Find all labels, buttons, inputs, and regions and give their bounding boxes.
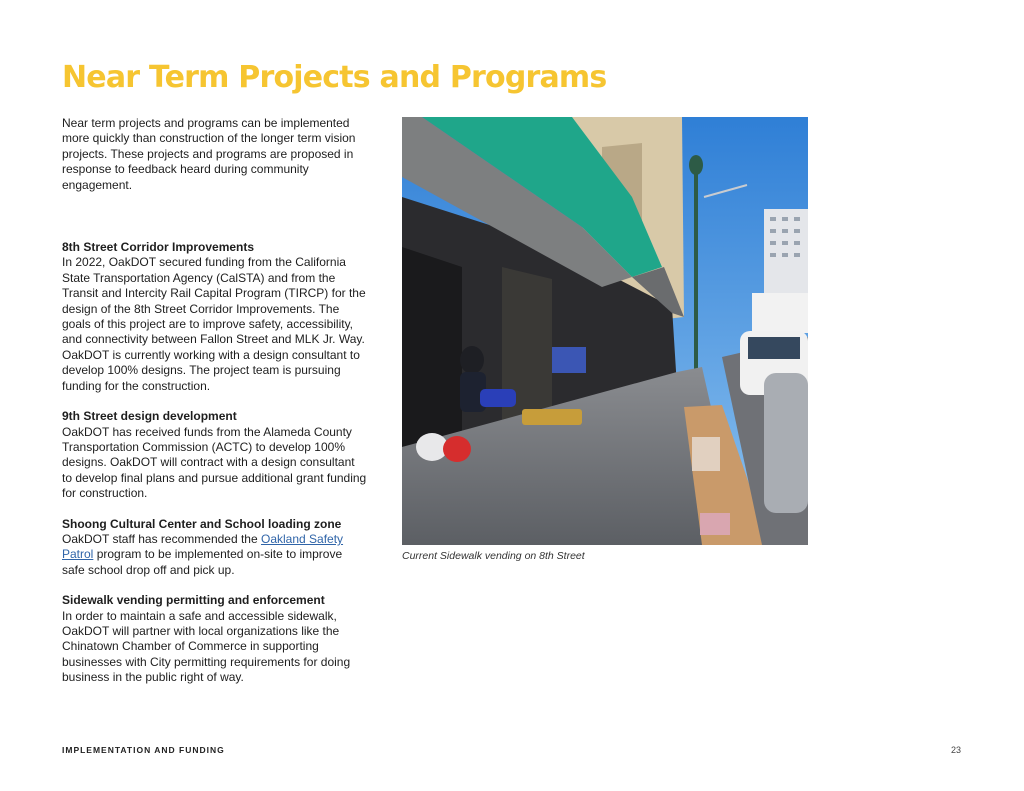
goods-on-sidewalk: [692, 437, 720, 471]
section-heading: 8th Street Corridor Improvements: [62, 240, 255, 255]
silver-car: [764, 373, 808, 513]
vendor-person: [460, 346, 484, 374]
section-body-after: program to be implemented on-site to improve safe school drop off and pick up.: [62, 547, 343, 577]
section-8th-street: [62, 240, 367, 394]
section-body: In order to maintain a safe and accessible sidewalk, OakDOT will partner with local organizations like the Chinatown Chamber of Commerce in supporting businesses with City permitting requirements for doing business in the public right of way.: [62, 608, 351, 685]
street-photo: [402, 117, 808, 545]
section-heading: 9th Street design development: [62, 409, 237, 424]
intro-paragraph: Near term projects and programs can be implemented more quickly than construction of the longer term vision projects. These projects and programs are proposed in response to feedback heard during community engagement.: [62, 116, 356, 192]
photo-caption: Current Sidewalk vending on 8th Street: [402, 550, 585, 562]
section-sidewalk-vending: [62, 593, 367, 685]
section-body: In 2022, OakDOT secured funding from the California State Transportation Agency (CalSTA) and from the Transit and Intercity Rail Capital Program (TIRCP) for the design of the 8th Street Corridor Improvements. The goals of this project are to improve safety, accessibility, and connectivity between Fallon Street and MLK Jr. Way. OakDOT is currently working with a design consultant to develop 100% designs. The project team is pursuing funding for the construction.: [62, 255, 366, 393]
footer-section-label: IMPLEMENTATION AND FUNDING: [62, 745, 225, 755]
page-number: 23: [951, 745, 962, 755]
section-shoong-loading-zone: [62, 517, 367, 579]
page-title: Near Term Projects and Programs: [62, 60, 607, 95]
section-heading: Shoong Cultural Center and School loading zone: [62, 516, 342, 531]
section-body: OakDOT has received funds from the Alameda County Transportation Commission (ACTC) to develop 100% designs. OakDOT will contract with a design consultant to develop final plans and pursue additional grant funding for construction.: [62, 424, 367, 501]
section-9th-street: [62, 409, 367, 501]
section-body: [62, 532, 367, 578]
section-body-before: OakDOT staff has recommended the: [62, 531, 261, 546]
fruit-display: [522, 409, 582, 425]
text-column: [62, 116, 367, 701]
oakland-safety-patrol-link[interactable]: Oakland Safety Patrol: [62, 531, 344, 562]
section-heading: Sidewalk vending permitting and enforcement: [62, 593, 325, 608]
